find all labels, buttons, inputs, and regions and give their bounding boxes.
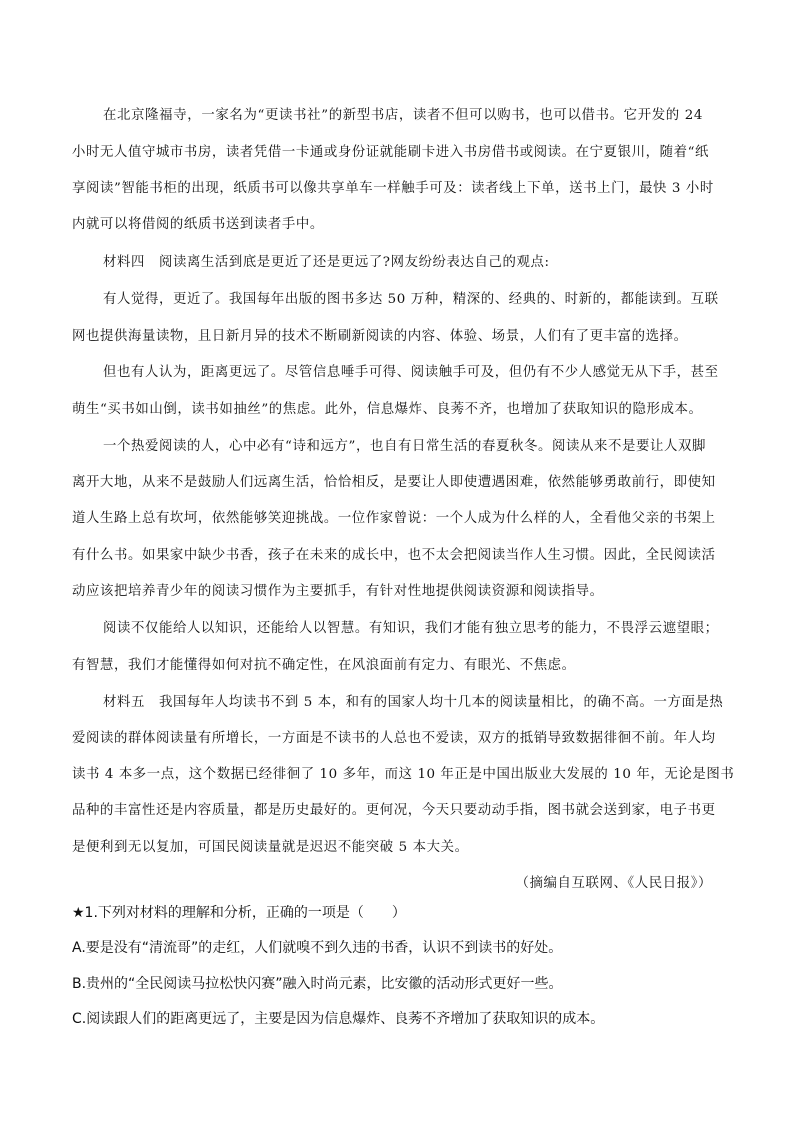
passage-line: 网也提供海量读物，且日新月异的技术不断刷新阅读的内容、体验、场景，人们有了更丰富的选择。 bbox=[72, 329, 688, 344]
passage-line: 小时无人值守城市书房，读者凭借一卡通或身份证就能刷卡进入书房借书或阅读。在宁夏银川，随着“纸 bbox=[72, 145, 710, 160]
passage-line: 一个热爱阅读的人，心中必有“诗和远方”，也自有日常生活的春夏秋冬。阅读从来不是要让人双脚 bbox=[103, 439, 706, 454]
material-heading: 材料五 我国每年人均读书不到 5 本，和有的国家人均十几本的阅读量相比，的确不高。一方面是热 bbox=[103, 695, 724, 710]
passage-line: 是便利到无以复加，可国民阅读量就是迟迟不能突破 5 本大关。 bbox=[72, 840, 469, 855]
passage-line: 阅读不仅能给人以知识，还能给人以智慧。有知识，我们才能有独立思考的能力，不畏浮云遮望眼； bbox=[103, 621, 719, 636]
passage-line: 有智慧，我们才能懂得如何对抗不确定性，在风浪面前有定力、有眼光、不焦虑。 bbox=[72, 658, 576, 673]
passage-line: 内就可以将借阅的纸质书送到读者手中。 bbox=[72, 217, 324, 232]
passage-line: 有什么书。如果家中缺少书香，孩子在未来的成长中，也不太会把阅读当作人生习惯。因此，全民阅读活 bbox=[72, 548, 716, 563]
material-heading: 材料四 阅读离生活到底是更近了还是更远了?网友纷纷表达自己的观点: bbox=[103, 255, 550, 270]
passage-line: 品种的丰富性还是内容质量，都是历史最好的。更何况，今天只要动动手指，图书就会送到家，电子书更 bbox=[72, 803, 716, 818]
passage-line: 在北京隆福寺，一家名为“更读书社”的新型书店，读者不但可以购书，也可以借书。它开发的 24 bbox=[103, 108, 703, 123]
passage-line: 动应该把培养青少年的阅读习惯作为主要抓手，有针对性地提供阅读资源和阅读指导。 bbox=[72, 584, 604, 599]
option-c: C.阅读跟人们的距离更远了，主要是因为信息爆炸、良莠不齐增加了获取知识的成本。 bbox=[72, 1011, 605, 1027]
passage-line: 但也有人认为，距离更远了。尽管信息唾手可得、阅读触手可及，但仍有不少人感觉无从下手，甚至 bbox=[103, 365, 719, 380]
passage-line: 萌生“买书如山倒，读书如抽丝”的焦虑。此外，信息爆炸、良莠不齐，也增加了获取知识的隐形成本。 bbox=[72, 402, 703, 417]
passage-line: 离开大地，从来不是鼓励人们远离生活，恰恰相反，是要让人即使遭遇困难，依然能够勇敢前行，即使知 bbox=[72, 475, 716, 490]
passage-line: 读书 4 本多一点，这个数据已经徘徊了 10 多年，而这 10 年正是中国出版业大发展的 10 年，无论是图书 bbox=[72, 767, 735, 782]
option-b: B.贵州的“全民阅读马拉松快闪赛”融入时尚元素，比安徽的活动形式更好一些。 bbox=[72, 976, 563, 992]
passage-line: 有人觉得，更近了。我国每年出版的图书多达 50 万种，精深的、经典的、时新的，都能读到。互联 bbox=[103, 292, 719, 307]
question-stem: ★1.下列对材料的理解和分析，正确的一项是（ ） bbox=[72, 905, 406, 921]
passage-line: 爱阅读的群体阅读量有所增长，一方面是不读书的人总也不爱读，双方的抵销导致数据徘徊不前。年人均 bbox=[72, 731, 716, 746]
passage-line: 享阅读”智能书柜的出现，纸质书可以像共享单车一样触手可及：读者线上下单，送书上门，最快 3 小时 bbox=[72, 181, 714, 196]
passage-line: 道人生路上总有坎坷，依然能够笑迎挑战。一位作家曾说：一个人成为什么样的人，全看他父亲的书架上 bbox=[72, 511, 716, 526]
option-a: A.要是没有“清流哥”的走红，人们就嗅不到久违的书香，认识不到读书的好处。 bbox=[72, 940, 563, 956]
source-citation: （摘编自互联网、《人民日报》） bbox=[515, 876, 712, 891]
